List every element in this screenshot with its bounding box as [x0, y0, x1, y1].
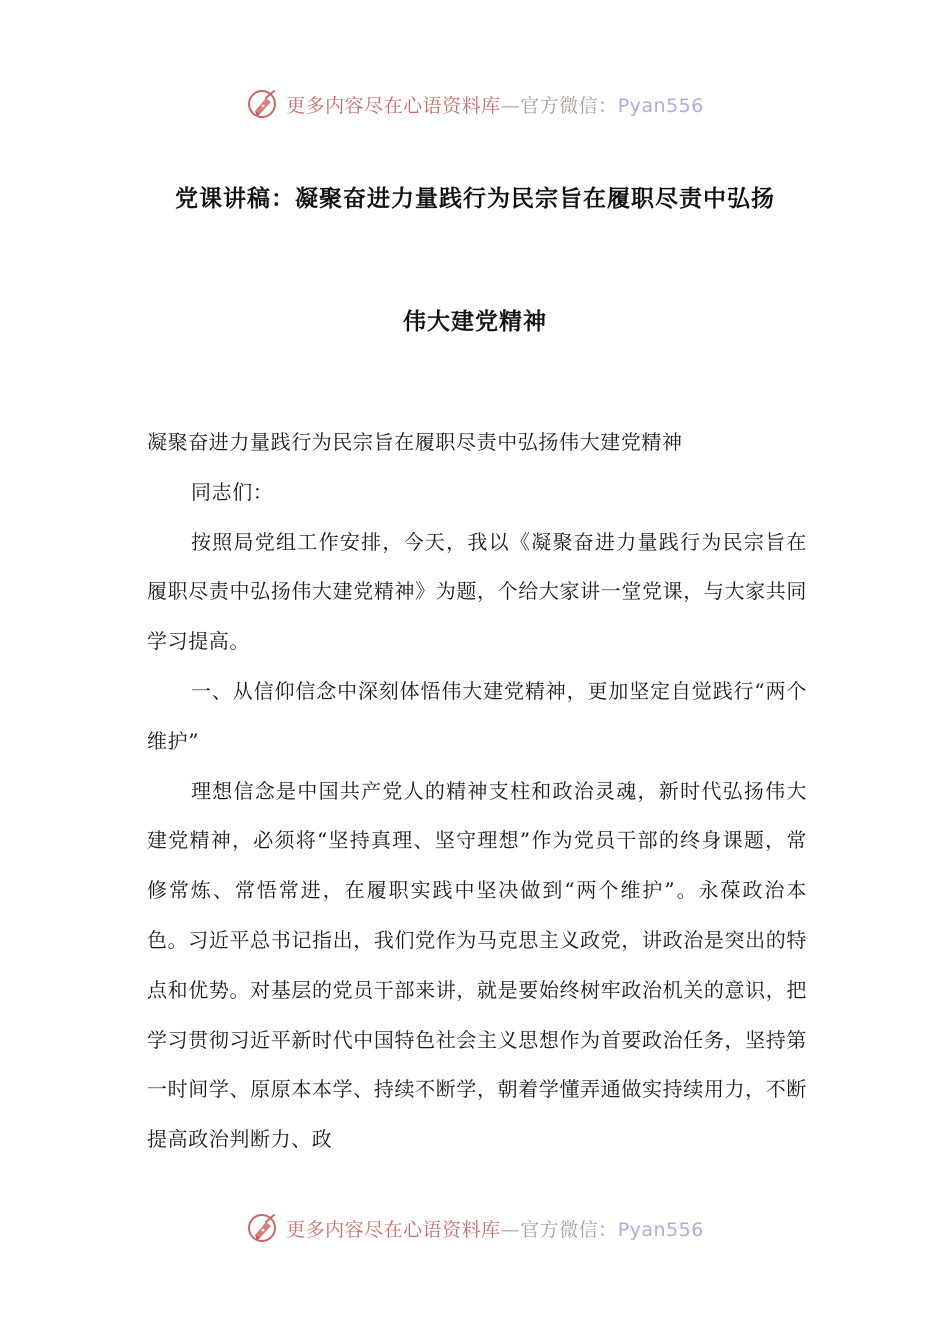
document-subtitle: 凝聚奋进力量践行为民宗旨在履职尽责中弘扬伟大建党精神 [147, 430, 683, 454]
section-heading: 一、从信仰信念中深刻体悟伟大建党精神，更加坚定自觉践行“两个维护” [147, 678, 807, 753]
watermark-official-label: 官方微信： [520, 94, 618, 117]
watermark-separator: — [500, 1218, 521, 1241]
watermark-brand: 更多内容尽在心语资料库 [286, 1218, 501, 1241]
document-title-line-1: 党课讲稿：凝聚奋进力量践行为民宗旨在履职尽责中弘扬 [175, 186, 775, 212]
pen-nib-logo-icon [246, 1210, 282, 1246]
watermark-brand: 更多内容尽在心语资料库 [286, 94, 501, 117]
footer-watermark-banner [0, 1206, 950, 1250]
body-paragraph: 按照局党组工作安排，今天，我以《凝聚奋进力量践行为民宗旨在履职尽责中弘扬伟大建党精神》为题，个给大家讲一堂党课，与大家共同学习提高。 [147, 529, 807, 654]
pen-nib-logo-icon [246, 86, 282, 122]
watermark-wechat-id: Pyan556 [617, 1218, 704, 1241]
body-paragraph: 理想信念是中国共产党人的精神支柱和政治灵魂，新时代弘扬伟大建党精神，必须将“坚持真理、坚守理想”作为党员干部的终身课题，常修常炼、常悟常进，在履职实践中坚决做到“两个维护”。永葆政治本色。习近平总书记指出，我们党作为马克思主义政党，讲政治是突出的特点和优势。对基层的党员干部来讲，就是要始终树牢政治机关的意识，把学习贯彻习近平新时代中国特色社会主义思想作为首要政治任务，坚持第一时间学、原原本本学、持续不断学，朝着学懂弄通做实持续用力，不断提高政治判断力、政 [147, 778, 807, 1152]
watermark-separator: — [500, 94, 521, 117]
document-title-line-2: 伟大建党精神 [403, 309, 547, 335]
watermark-wechat-id: Pyan556 [617, 94, 704, 117]
header-watermark-banner [0, 82, 950, 126]
watermark-official-label: 官方微信： [520, 1218, 618, 1241]
document-body [147, 418, 807, 1165]
watermark-text [286, 1215, 704, 1242]
salutation: 同志们： [191, 479, 274, 504]
watermark-text [286, 91, 704, 118]
